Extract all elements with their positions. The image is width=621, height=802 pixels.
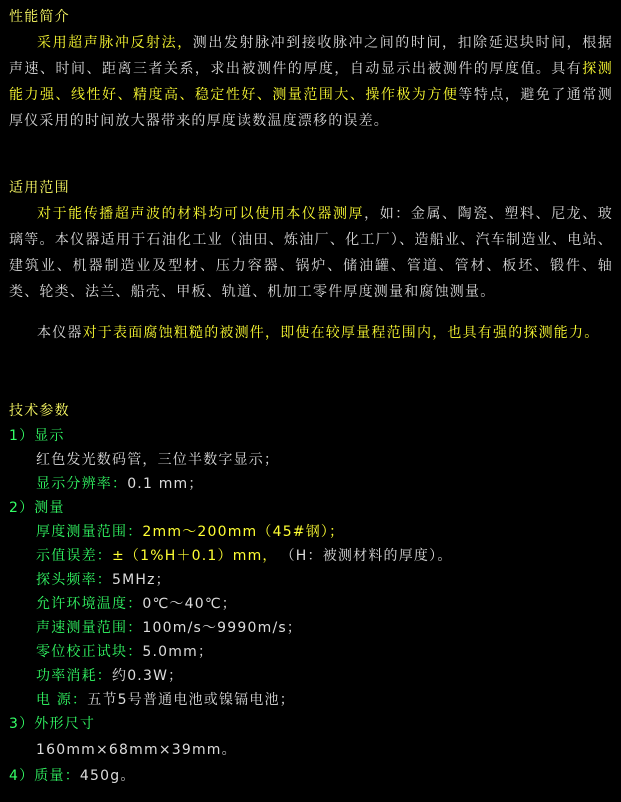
performance-text-1: 测出发射脉冲到接收脉冲之间的时间，扣除延迟块时间，根据声速、时间、距离三者关系，求出被测件的厚度，自动显示出被测件的厚度值。具有 [9, 35, 613, 77]
spec-label: 4）质量： [9, 768, 80, 784]
spec-value: 五节5号普通电池或镍镉电池； [87, 692, 295, 708]
spec-label: 零位校正试块： [36, 644, 143, 660]
spec-value: 100m/s～9990m/s； [142, 620, 303, 636]
spec-measure-heading: 2）测量 [9, 500, 65, 516]
specs-heading: 技术参数 [9, 403, 70, 419]
performance-text-2: 探测能力强、线性好、精度高、稳定性好、测量范围大、操作极为方便 [9, 61, 613, 103]
application-text-0: 对于能传播超声波的材料均可以使用本仪器测厚 [37, 206, 365, 222]
performance-text-0: 采用超声脉冲反射法， [37, 35, 193, 51]
application-paragraph-1 [9, 201, 613, 305]
application-text-3: 对于表面腐蚀粗糙的被测件，即使在较厚量程范围内，也具有强的探测能力。 [82, 325, 600, 341]
application-paragraph-2 [9, 320, 613, 346]
spec-value: 0.1 mm； [127, 476, 204, 492]
performance-text-3: 等特点，避免了通常测厚仪采用的时间放大器带来的厚度读数温度漂移的误差。 [9, 87, 613, 129]
performance-paragraph [9, 30, 613, 134]
spec-zero-block [36, 640, 213, 664]
spec-value: 5MHz； [112, 572, 171, 588]
spec-weight [9, 764, 136, 788]
spec-display-type: 红色发光数码管，三位半数字显示； [36, 452, 280, 468]
spec-value: ±（1%H＋0.1）mm， [112, 548, 278, 564]
spec-value: 5.0mm； [142, 644, 214, 660]
spec-probe-frequency [36, 568, 171, 592]
spec-value-note: （H：被测材料的厚度）。 [287, 548, 453, 564]
spec-value: 约0.3W； [112, 668, 184, 684]
spec-label: 显示分辨率： [36, 476, 128, 492]
spec-thickness-range [36, 520, 344, 544]
spec-value: 450g。 [79, 768, 136, 784]
spec-label: 厚度测量范围： [36, 524, 143, 540]
performance-heading: 性能简介 [9, 9, 70, 25]
spec-label: 示值误差： [36, 548, 112, 564]
application-heading: 适用范围 [9, 180, 70, 196]
spec-power-supply [36, 688, 295, 712]
spec-sound-velocity [36, 616, 302, 640]
spec-resolution [36, 472, 204, 496]
spec-display-heading: 1）显示 [9, 428, 65, 444]
spec-dimensions-value: 160mm×68mm×39mm。 [36, 742, 237, 758]
spec-ambient-temp [36, 592, 237, 616]
spec-dimensions-heading: 3）外形尺寸 [9, 716, 96, 732]
spec-label: 探头频率： [36, 572, 112, 588]
spec-label: 允许环境温度： [36, 596, 143, 612]
spec-indication-error [36, 544, 453, 568]
spec-value: 0℃～40℃； [142, 596, 237, 612]
application-text-2: 本仪器 [37, 325, 83, 341]
spec-label: 电 源： [36, 692, 88, 708]
spec-label: 功率消耗： [36, 668, 112, 684]
spec-power-consumption [36, 664, 183, 688]
spec-value: 2mm～200mm（45#钢）； [142, 524, 345, 540]
spec-label: 声速测量范围： [36, 620, 143, 636]
application-text-1: ，如：金属、陶瓷、塑料、尼龙、玻璃等。本仪器适用于石油化工业（油田、炼油厂、化工厂）、造船业、汽车制造业、电站、建筑业、机器制造业及型材、压力容器、锅炉、储油罐、管道、管材、板坯、锻件、轴类、轮类、法兰、船壳、甲板、轨道、机加工零件厚度测量和腐蚀测量。 [9, 206, 614, 300]
